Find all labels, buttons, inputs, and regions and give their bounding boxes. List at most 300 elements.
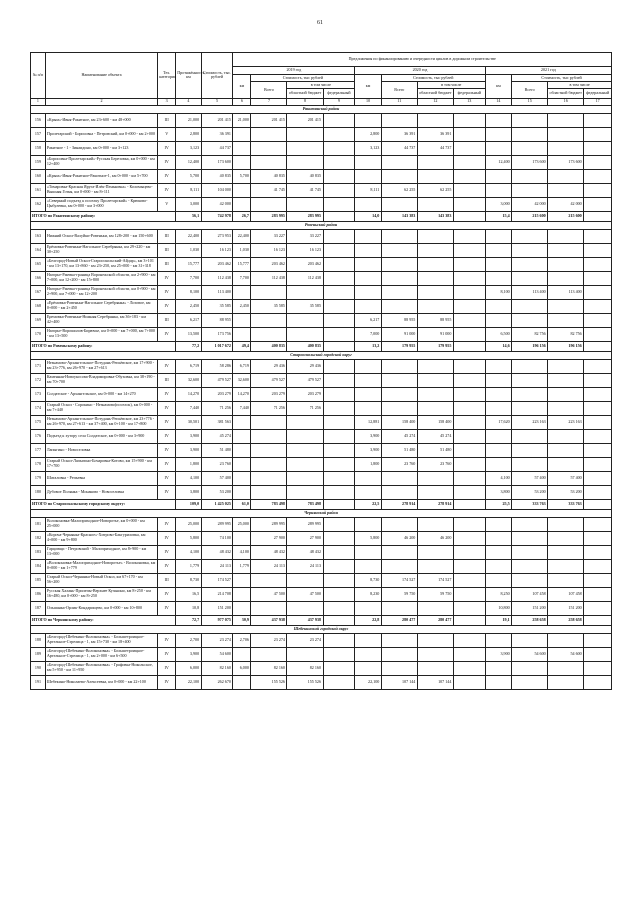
financing-value xyxy=(323,633,355,647)
financing-value xyxy=(548,517,584,531)
financing-value xyxy=(453,243,485,257)
financing-value xyxy=(453,285,485,299)
financing-value xyxy=(233,531,251,545)
road-category: IV xyxy=(158,141,176,155)
financing-value xyxy=(355,471,382,485)
table-row xyxy=(31,517,612,531)
road-length: 3,123 xyxy=(176,141,201,155)
header-incl: в том числе xyxy=(287,82,355,89)
financing-value xyxy=(584,229,612,243)
financing-value xyxy=(512,373,548,387)
financing-value xyxy=(584,573,612,587)
column-index: 13 xyxy=(453,98,485,105)
row-number: 178 xyxy=(31,457,46,471)
total-value: 15,4 xyxy=(485,211,512,221)
financing-value xyxy=(453,587,485,601)
financing-value: 107 144 xyxy=(381,675,417,689)
total-value xyxy=(453,341,485,351)
financing-value xyxy=(453,257,485,271)
financing-value: 7,000 xyxy=(355,327,382,341)
financing-value xyxy=(381,601,417,615)
financing-value xyxy=(453,387,485,401)
financing-value xyxy=(251,471,287,485)
financing-value xyxy=(485,243,512,257)
header-regional: областной бюджет xyxy=(287,88,323,98)
financing-value xyxy=(287,141,323,155)
financing-value: 158 400 xyxy=(417,415,453,429)
financing-value xyxy=(453,601,485,615)
financing-value xyxy=(584,243,612,257)
road-cost: 88 955 xyxy=(201,313,233,327)
financing-value xyxy=(512,559,548,573)
financing-value xyxy=(512,183,548,197)
object-name: Подъезд к хутору села Солдатское, км 0+000 - км 3+900 xyxy=(45,429,157,443)
financing-value xyxy=(548,531,584,545)
financing-value xyxy=(355,559,382,573)
financing-value: 201 415 xyxy=(251,113,287,127)
table-row xyxy=(31,183,612,197)
total-value: 22,8 xyxy=(355,615,382,625)
financing-value xyxy=(355,601,382,615)
financing-value xyxy=(453,197,485,211)
financing-value xyxy=(355,485,382,499)
financing-value xyxy=(251,485,287,499)
financing-value: 15,777 xyxy=(233,257,251,271)
total-value: 280 477 xyxy=(417,615,453,625)
row-number: 176 xyxy=(31,429,46,443)
financing-value: 3,900 xyxy=(485,647,512,661)
road-category: IV xyxy=(158,327,176,341)
financing-value xyxy=(355,155,382,169)
financing-value xyxy=(548,373,584,387)
financing-value xyxy=(323,587,355,601)
road-cost: 45 274 xyxy=(201,429,233,443)
financing-value xyxy=(417,359,453,373)
financing-value: 82 160 xyxy=(287,661,323,675)
total-value xyxy=(584,211,612,221)
row-number: 187 xyxy=(31,601,46,615)
financing-value xyxy=(584,271,612,285)
financing-value xyxy=(233,285,251,299)
financing-value xyxy=(417,197,453,211)
row-number: 168 xyxy=(31,299,46,313)
financing-value xyxy=(453,633,485,647)
financing-value xyxy=(453,517,485,531)
object-name: Нагорье-Ржевка-граница Воронежской области, км 0+900 - км 2+900, км 7+000 - км 12+200 xyxy=(45,285,157,299)
header-km: км xyxy=(355,75,382,99)
total-value: 19,1 xyxy=(485,615,512,625)
row-number: 182 xyxy=(31,531,46,545)
financing-value xyxy=(323,243,355,257)
financing-value: 17,620 xyxy=(485,415,512,429)
financing-value xyxy=(417,647,453,661)
financing-value xyxy=(287,485,323,499)
financing-value xyxy=(485,675,512,689)
financing-value xyxy=(323,429,355,443)
road-category: IV xyxy=(158,485,176,499)
road-length: 12,400 xyxy=(176,155,201,169)
road-length: 2,800 xyxy=(176,127,201,141)
row-number: 177 xyxy=(31,443,46,457)
financing-value xyxy=(323,401,355,415)
financing-value xyxy=(233,573,251,587)
road-length: 8,100 xyxy=(176,285,201,299)
total-value: 179 955 xyxy=(381,341,417,351)
financing-value xyxy=(355,271,382,285)
header-2021: 2021 год xyxy=(485,67,611,75)
total-value: 22,5 xyxy=(355,499,382,509)
road-category: IV xyxy=(158,517,176,531)
financing-value xyxy=(323,531,355,545)
financing-value xyxy=(323,299,355,313)
row-number: 170 xyxy=(31,327,46,341)
road-cost: 104 000 xyxy=(201,183,233,197)
financing-value: 7,440 xyxy=(233,401,251,415)
financing-value xyxy=(548,387,584,401)
total-cost: 1 425 025 xyxy=(201,499,233,509)
financing-value xyxy=(251,443,287,457)
financing-value xyxy=(453,155,485,169)
road-length: 22,400 xyxy=(176,229,201,243)
header-no: № п/п xyxy=(31,53,46,99)
financing-value xyxy=(584,113,612,127)
financing-value xyxy=(323,387,355,401)
object-name: «Короча-Чернянка-Красное»-Хитрово-Бакгуриловка, км 4+000 - км 9+800 xyxy=(45,531,157,545)
financing-value xyxy=(355,229,382,243)
financing-value: 33 227 xyxy=(287,229,323,243)
financing-value xyxy=(417,387,453,401)
financing-value xyxy=(485,517,512,531)
road-category: IV xyxy=(158,429,176,443)
financing-value xyxy=(355,113,382,127)
financing-value xyxy=(287,443,323,457)
object-name: Нагорье-Ржевка-граница Воронежской области, км 2+900 - км 7+000, км 12+200 - км 15+800 xyxy=(45,271,157,285)
financing-value xyxy=(355,647,382,661)
table-row xyxy=(31,299,612,313)
financing-value xyxy=(417,285,453,299)
total-label: ИТОГО по Старооскольскому городскому округу: xyxy=(31,499,176,509)
financing-value xyxy=(417,401,453,415)
financing-value: 71 256 xyxy=(287,401,323,415)
financing-value xyxy=(323,229,355,243)
road-cost: 58 286 xyxy=(201,359,233,373)
financing-value xyxy=(251,647,287,661)
table-row xyxy=(31,197,612,211)
table-row xyxy=(31,141,612,155)
financing-value xyxy=(355,285,382,299)
financing-value xyxy=(485,429,512,443)
road-cost: 82 160 xyxy=(201,661,233,675)
total-value: 215 600 xyxy=(548,211,584,221)
road-category: IV xyxy=(158,155,176,169)
column-index: 8 xyxy=(287,98,323,105)
total-value xyxy=(323,341,355,351)
financing-value: 16 123 xyxy=(251,243,287,257)
financing-value: 51 480 xyxy=(417,443,453,457)
column-index: 12 xyxy=(417,98,453,105)
road-length: 6,719 xyxy=(176,359,201,373)
road-financing-table xyxy=(30,52,612,690)
financing-value xyxy=(381,661,417,675)
road-cost: 214 708 xyxy=(201,587,233,601)
financing-value xyxy=(512,457,548,471)
road-cost: 44 737 xyxy=(201,141,233,155)
section-title: Чернянский район xyxy=(31,509,612,517)
financing-value xyxy=(417,471,453,485)
financing-value xyxy=(381,285,417,299)
financing-value: 4,100 xyxy=(233,545,251,559)
financing-value xyxy=(381,633,417,647)
financing-value xyxy=(251,327,287,341)
total-row xyxy=(31,341,612,351)
header-2019: 2019 год xyxy=(233,67,355,75)
financing-value: 54 600 xyxy=(548,647,584,661)
section-title: Шебекинский городской округ xyxy=(31,625,612,633)
financing-value: 44 737 xyxy=(417,141,453,155)
road-cost: 36 391 xyxy=(201,127,233,141)
financing-value: 107 144 xyxy=(417,675,453,689)
financing-value xyxy=(287,457,323,471)
header-length: Протяжённость, км xyxy=(176,53,201,99)
object-name: Дубовое Полянка - Монаково - Новоселовка xyxy=(45,485,157,499)
total-value xyxy=(584,499,612,509)
object-name: Ерёмовка-Ровеньки-Нагольное Серебрянка, км 29+220 - км 30+250 xyxy=(45,243,157,257)
financing-value xyxy=(355,359,382,373)
financing-value xyxy=(417,545,453,559)
financing-value xyxy=(453,313,485,327)
road-length: 1,779 xyxy=(176,559,201,573)
financing-value xyxy=(584,285,612,299)
column-index: 16 xyxy=(548,98,584,105)
section-row xyxy=(31,221,612,229)
financing-value xyxy=(512,141,548,155)
financing-value xyxy=(548,169,584,183)
financing-value xyxy=(453,229,485,243)
financing-value xyxy=(233,127,251,141)
financing-value xyxy=(233,327,251,341)
table-row xyxy=(31,387,612,401)
row-number: 181 xyxy=(31,517,46,531)
financing-value xyxy=(548,183,584,197)
financing-value xyxy=(381,373,417,387)
financing-value: 112 438 xyxy=(287,271,323,285)
road-cost: 203 279 xyxy=(201,387,233,401)
financing-value xyxy=(287,429,323,443)
row-number: 167 xyxy=(31,285,46,299)
road-length: 4,100 xyxy=(176,545,201,559)
road-category: IV xyxy=(158,545,176,559)
table-row xyxy=(31,471,612,485)
financing-value: 71 256 xyxy=(251,401,287,415)
total-length: 56,1 xyxy=(176,211,201,221)
financing-value xyxy=(323,517,355,531)
financing-value: 113 400 xyxy=(548,285,584,299)
road-cost: 151 200 xyxy=(201,601,233,615)
financing-value xyxy=(355,197,382,211)
road-length: 14,270 xyxy=(176,387,201,401)
financing-value xyxy=(323,285,355,299)
financing-value xyxy=(233,155,251,169)
column-index-row xyxy=(31,98,612,105)
financing-value xyxy=(485,229,512,243)
financing-value: 3,900 xyxy=(355,429,382,443)
road-cost: 174 527 xyxy=(201,573,233,587)
financing-value: 23 274 xyxy=(251,633,287,647)
section-title: Старооскольский городской округ xyxy=(31,351,612,359)
total-length: 109,0 xyxy=(176,499,201,509)
financing-value xyxy=(355,373,382,387)
row-number: 160 xyxy=(31,169,46,183)
object-name: Шаталовка - Репьевка xyxy=(45,471,157,485)
financing-value: 8,111 xyxy=(355,183,382,197)
financing-value xyxy=(323,141,355,155)
financing-value xyxy=(323,271,355,285)
financing-value: 42 000 xyxy=(548,197,584,211)
financing-value xyxy=(323,443,355,457)
financing-value xyxy=(323,661,355,675)
road-length: 3,000 xyxy=(176,197,201,211)
road-category: IV xyxy=(158,647,176,661)
road-category: IV xyxy=(158,359,176,373)
financing-value xyxy=(381,243,417,257)
financing-value xyxy=(584,545,612,559)
financing-value xyxy=(548,141,584,155)
header-total: Всего xyxy=(381,82,417,99)
financing-value xyxy=(323,457,355,471)
financing-value: 36 391 xyxy=(381,127,417,141)
table-row xyxy=(31,485,612,499)
row-number: 174 xyxy=(31,401,46,415)
table-row xyxy=(31,359,612,373)
financing-value: 82 756 xyxy=(512,327,548,341)
object-name: Незнамово-Архангельское-Потудань-Репьёвское, км 23+776 - км 26+970, км 27+613 - км 37+400, км 0+100 - км 17+800 xyxy=(45,415,157,429)
financing-value xyxy=(381,647,417,661)
financing-value xyxy=(323,183,355,197)
column-index: 7 xyxy=(251,98,287,105)
road-length: 10,8 xyxy=(176,601,201,615)
financing-value xyxy=(233,485,251,499)
road-cost: 273 953 xyxy=(201,229,233,243)
financing-value xyxy=(417,373,453,387)
financing-value xyxy=(381,271,417,285)
financing-value xyxy=(381,559,417,573)
financing-value: 53 200 xyxy=(512,485,548,499)
financing-value xyxy=(453,531,485,545)
row-number: 188 xyxy=(31,633,46,647)
road-cost: 71 256 xyxy=(201,401,233,415)
table-row xyxy=(31,257,612,271)
row-number: 169 xyxy=(31,313,46,327)
total-value xyxy=(323,211,355,221)
financing-value: 82 160 xyxy=(251,661,287,675)
financing-value: 8,250 xyxy=(485,587,512,601)
total-value: 280 477 xyxy=(381,615,417,625)
financing-value xyxy=(548,313,584,327)
table-row xyxy=(31,675,612,689)
financing-value xyxy=(251,457,287,471)
financing-value xyxy=(512,299,548,313)
financing-value: 223 163 xyxy=(548,415,584,429)
row-number: 156 xyxy=(31,113,46,127)
road-category: V xyxy=(158,127,176,141)
financing-value: 155 526 xyxy=(251,675,287,689)
financing-value xyxy=(512,387,548,401)
financing-value: 42 000 xyxy=(512,197,548,211)
financing-value xyxy=(584,457,612,471)
object-name: «Волоконовка-Малоприходное-Новоротье» - Волоконовка, км 0+000 - км 1+779 xyxy=(45,559,157,573)
table-row xyxy=(31,647,612,661)
financing-value: 23 760 xyxy=(417,457,453,471)
financing-value xyxy=(584,155,612,169)
table-row xyxy=(31,587,612,601)
row-number: 162 xyxy=(31,197,46,211)
financing-value xyxy=(287,155,323,169)
financing-value xyxy=(453,457,485,471)
financing-value xyxy=(287,313,323,327)
row-number: 186 xyxy=(31,587,46,601)
header-incl: в том числе xyxy=(548,82,612,89)
financing-value: 223 163 xyxy=(512,415,548,429)
road-length: 6,217 xyxy=(176,313,201,327)
financing-value xyxy=(381,359,417,373)
financing-value xyxy=(287,127,323,141)
financing-value xyxy=(417,633,453,647)
total-value: 14,6 xyxy=(485,341,512,351)
header-regional: областной бюджет xyxy=(417,88,453,98)
section-row xyxy=(31,509,612,517)
financing-value: 23 760 xyxy=(381,457,417,471)
object-name: «Белгород-Шебекино-Волоконовка» - Большетроицкое-Артельное-Стрелица - 1, км 15+730 - км 18+400 xyxy=(45,633,157,647)
financing-value: 46 200 xyxy=(381,531,417,545)
table-row xyxy=(31,429,612,443)
financing-value xyxy=(512,531,548,545)
total-cost: 742 978 xyxy=(201,211,233,221)
object-name: Пролетарский - Борисовка - Петровский, км 0+000 - км 2+000 xyxy=(45,127,157,141)
financing-value xyxy=(584,471,612,485)
financing-value: 8,730 xyxy=(355,573,382,587)
financing-value xyxy=(485,559,512,573)
object-name: Еремовка-Ровеньки-Нижняя Серебрянка, км 36+183 - км 42+400 xyxy=(45,313,157,327)
table-row xyxy=(31,531,612,545)
financing-value xyxy=(381,471,417,485)
financing-value: 59 750 xyxy=(381,587,417,601)
object-name: «Томаровка-Красная Яруга-Илёк-Пеньковка» - Коломыцево-Вышняя Готня, км 0+000 - км 8+111 xyxy=(45,183,157,197)
road-category: IV xyxy=(158,401,176,415)
road-length: 7,700 xyxy=(176,271,201,285)
column-index: 11 xyxy=(381,98,417,105)
financing-value xyxy=(548,359,584,373)
object-name: «Ерёмовка-Ровеньки-Нагольное Серебрянка» - Лозовое, км 0+000 - км 2+450 xyxy=(45,299,157,313)
header-federal: федеральный xyxy=(453,88,485,98)
row-number: 158 xyxy=(31,141,46,155)
total-label: ИТОГО по Чернянскому району: xyxy=(31,615,176,625)
financing-value xyxy=(355,387,382,401)
financing-value xyxy=(453,327,485,341)
header-km: км xyxy=(233,75,251,99)
financing-value: 3,123 xyxy=(355,141,382,155)
financing-value: 3,000 xyxy=(485,197,512,211)
financing-value: 2,706 xyxy=(233,633,251,647)
financing-value: 88 955 xyxy=(381,313,417,327)
financing-value xyxy=(381,155,417,169)
financing-value xyxy=(548,429,584,443)
financing-value: 3,900 xyxy=(355,443,382,457)
financing-value xyxy=(453,661,485,675)
total-cost: 1 017 672 xyxy=(201,341,233,351)
financing-value xyxy=(512,633,548,647)
financing-value xyxy=(417,257,453,271)
financing-value: 24 113 xyxy=(251,559,287,573)
